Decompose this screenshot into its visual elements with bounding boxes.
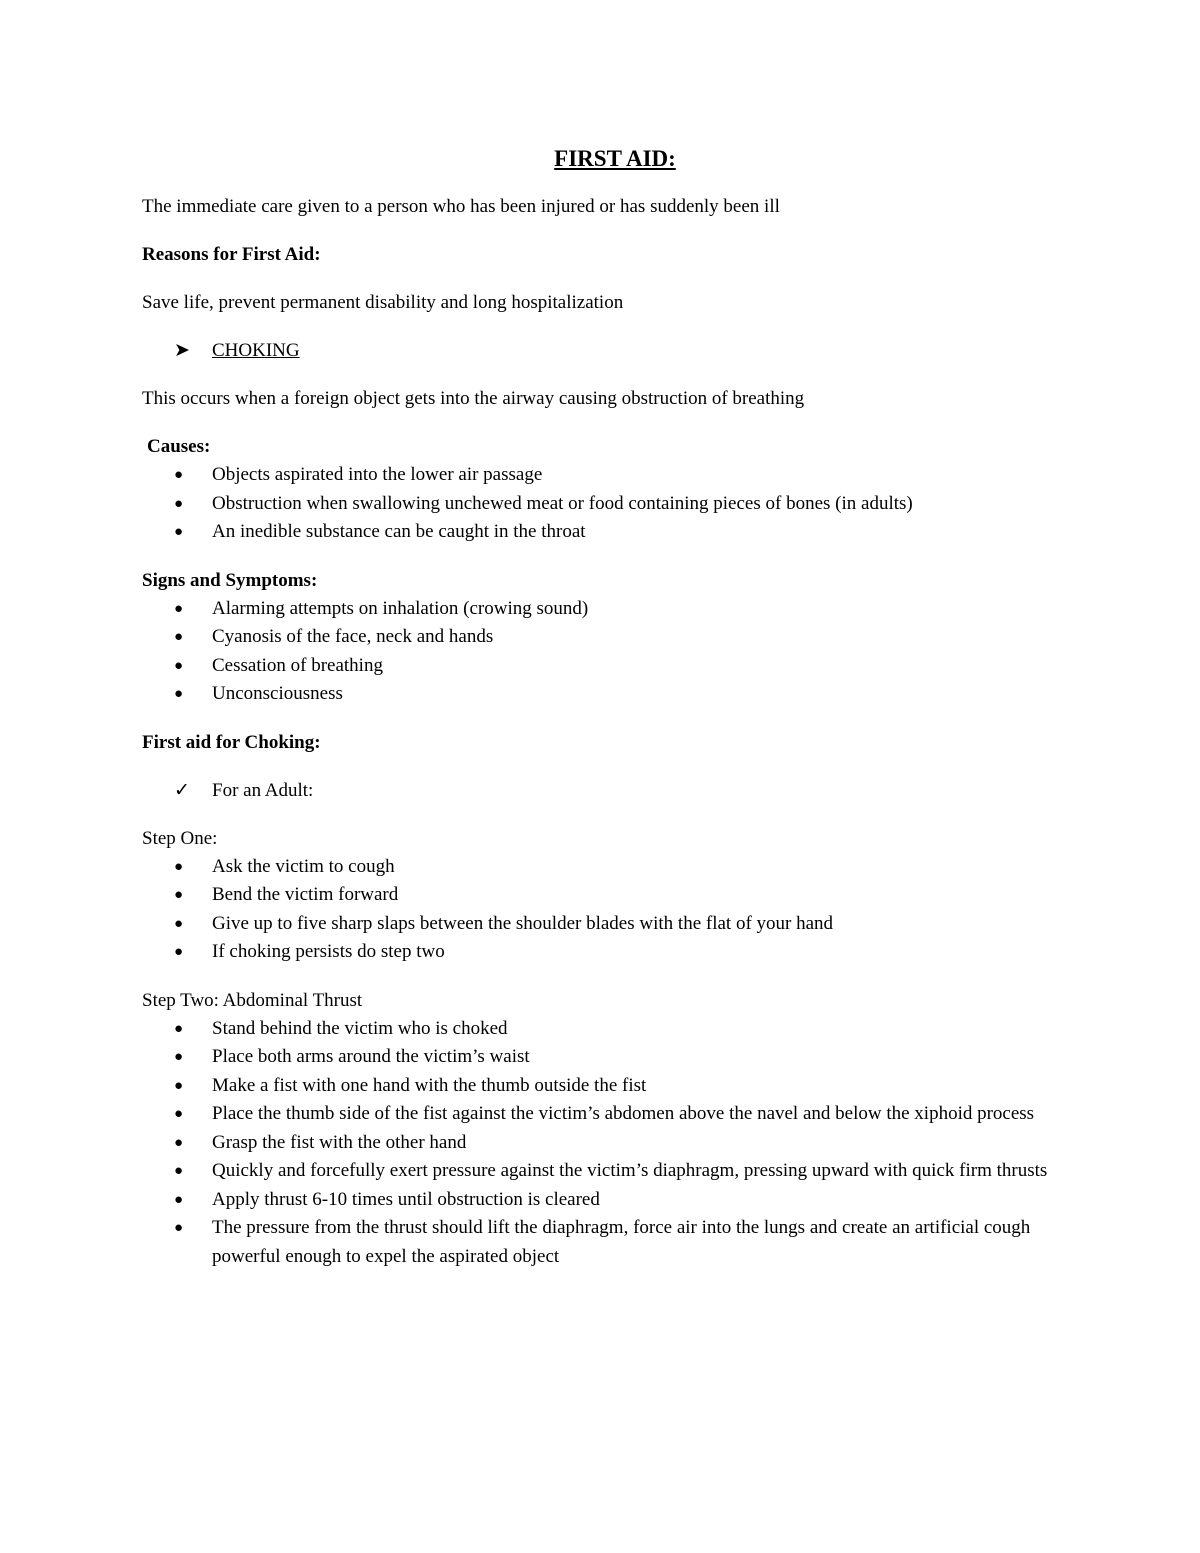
choking-definition: This occurs when a foreign object gets into the airway causing obstruction of breathing — [142, 388, 805, 409]
list-item-text: Bend the victim forward — [212, 884, 399, 905]
causes-list — [142, 461, 1062, 547]
signs-list — [142, 595, 1062, 709]
list-item-text: If choking persists do step two — [212, 941, 445, 962]
list-item-text: The pressure from the thrust should lift the diaphragm, force air into the lungs and create an artificial cough powerful enough to expel the aspirated object — [212, 1217, 1031, 1267]
list-item — [142, 1072, 1062, 1101]
first-aid-heading: First aid for Choking: — [142, 731, 321, 753]
list-item — [142, 910, 1062, 939]
list-item — [142, 881, 1062, 910]
list-item-text: Apply thrust 6-10 times until obstruction is cleared — [212, 1188, 600, 1210]
checkmark-icon: ✓ — [174, 779, 190, 801]
bullet-icon: ● — [174, 467, 184, 483]
list-item-text: Give up to five sharp slaps between the shoulder blades with the flat of your hand — [212, 912, 834, 934]
bullet-icon: ● — [174, 495, 184, 512]
list-item — [142, 1015, 1062, 1044]
arrow-bullet-icon: ➤ — [174, 340, 190, 361]
list-item — [142, 853, 1062, 882]
list-item-text: Stand behind the victim who is choked — [212, 1017, 508, 1039]
reasons-text: Save life, prevent permanent disability and long hospitalization — [142, 292, 624, 313]
bullet-icon: ● — [174, 629, 184, 645]
list-item-text: Cessation of breathing — [212, 654, 383, 676]
bullet-icon: ● — [174, 686, 184, 702]
bullet-icon: ● — [174, 887, 184, 903]
bullet-icon: ● — [174, 1020, 184, 1037]
list-item-text: Quickly and forcefully exert pressure against the victim’s diaphragm, pressing upward with quick firm thrusts — [212, 1160, 1048, 1181]
bullet-icon: ● — [174, 915, 184, 932]
document-title: FIRST AID: — [554, 146, 676, 171]
list-item-text: Place the thumb side of the fist against the victim’s abdomen above the navel and below the xiphoid process — [212, 1103, 1035, 1124]
bullet-icon: ● — [174, 1106, 184, 1122]
list-item — [142, 595, 1062, 624]
list-item — [142, 461, 1062, 490]
list-item — [142, 938, 1062, 967]
list-item — [142, 1214, 1062, 1271]
first-aid-definition: The immediate care given to a person who has been injured or has suddenly been ill — [142, 196, 780, 217]
bullet-icon: ● — [174, 858, 184, 875]
document-page — [142, 143, 1062, 1271]
list-item — [142, 1186, 1062, 1215]
bullet-icon: ● — [174, 1049, 184, 1065]
signs-heading: Signs and Symptoms: — [142, 569, 318, 591]
list-item-text: Cyanosis of the face, neck and hands — [212, 626, 494, 647]
list-item-text: Make a fist with one hand with the thumb outside the fist — [212, 1074, 647, 1096]
bullet-icon: ● — [174, 657, 184, 674]
list-item — [142, 1043, 1062, 1072]
causes-heading: Causes: — [147, 436, 211, 457]
list-item-text: Ask the victim to cough — [212, 855, 395, 877]
reasons-heading: Reasons for First Aid: — [142, 244, 321, 265]
bullet-icon: ● — [174, 1134, 184, 1151]
list-item — [142, 1100, 1062, 1129]
list-item-text: Obstruction when swallowing unchewed meat or food containing pieces of bones (in adults) — [212, 492, 913, 514]
step-one-label: Step One: — [142, 827, 218, 849]
bullet-icon: ● — [174, 1220, 184, 1236]
bullet-icon: ● — [174, 944, 184, 960]
adult-label: For an Adult: — [212, 779, 314, 801]
list-item-text: Place both arms around the victim’s waist — [212, 1046, 530, 1067]
step-one-list — [142, 853, 1062, 967]
bullet-icon: ● — [174, 524, 184, 540]
list-item-text: Objects aspirated into the lower air passage — [212, 464, 543, 485]
bullet-icon: ● — [174, 1163, 184, 1179]
bullet-icon: ● — [174, 1191, 184, 1208]
list-item — [142, 490, 1062, 519]
choking-heading: CHOKING — [212, 340, 300, 361]
list-item — [142, 1157, 1062, 1186]
list-item — [142, 652, 1062, 681]
list-item-text: Grasp the fist with the other hand — [212, 1131, 467, 1153]
bullet-icon: ● — [174, 600, 184, 617]
bullet-icon: ● — [174, 1077, 184, 1094]
choking-section-header — [142, 337, 1062, 365]
list-item-text: An inedible substance can be caught in the throat — [212, 521, 586, 542]
adult-subheading — [142, 777, 1062, 805]
list-item-text: Alarming attempts on inhalation (crowing sound) — [212, 597, 589, 619]
list-item — [142, 680, 1062, 709]
list-item — [142, 623, 1062, 652]
list-item — [142, 1129, 1062, 1158]
list-item — [142, 518, 1062, 547]
list-item-text: Unconsciousness — [212, 683, 343, 704]
step-two-list — [142, 1015, 1062, 1272]
step-two-label: Step Two: Abdominal Thrust — [142, 989, 363, 1011]
